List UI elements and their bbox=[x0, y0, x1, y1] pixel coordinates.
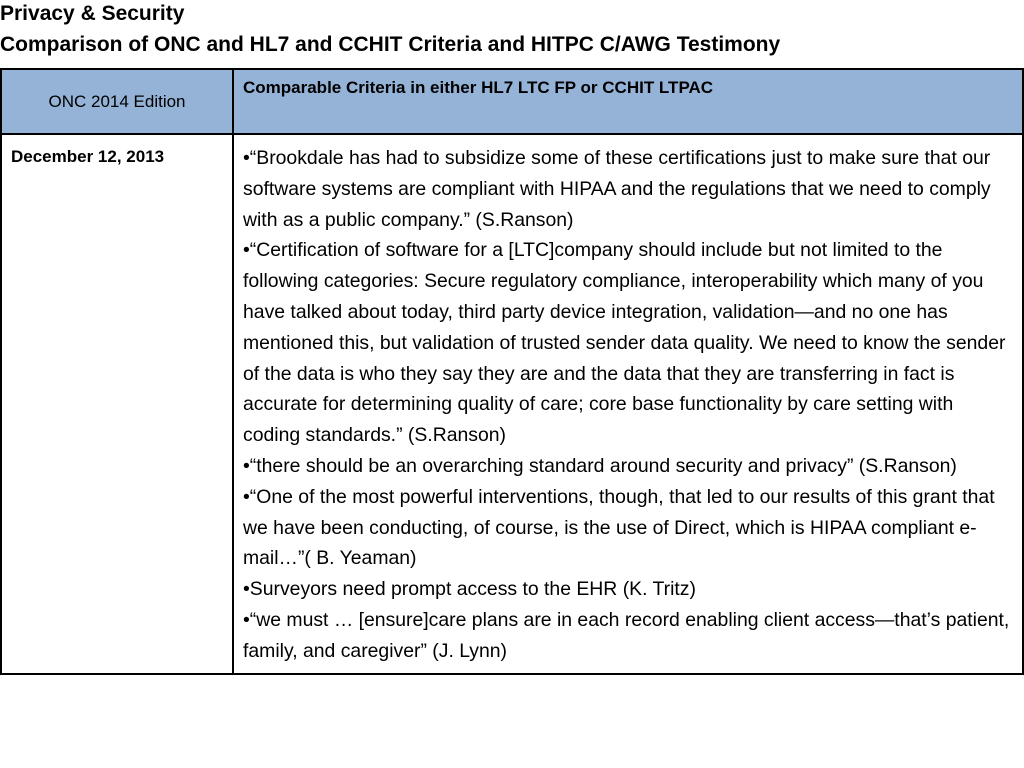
header-comparable-criteria: Comparable Criteria in either HL7 LTC FP or CCHIT LTPAC bbox=[233, 69, 1023, 134]
criteria-table bbox=[0, 68, 1024, 675]
bullet-icon: • bbox=[243, 578, 250, 601]
bullet-icon: • bbox=[243, 454, 250, 477]
bullet-icon: • bbox=[243, 608, 250, 631]
quotes-cell bbox=[233, 134, 1023, 674]
title-line-1: Privacy & Security bbox=[0, 2, 185, 25]
bullet-icon: • bbox=[243, 485, 250, 508]
quote-text: “One of the most powerful interventions, though, that led to our results of this grant that we have been conducting, of course, is the use of Direct, which is HIPAA compliant e-mail…”( B. Yeaman) bbox=[243, 485, 995, 570]
quotes-list bbox=[243, 143, 1014, 667]
quote-text: “there should be an overarching standard around security and privacy” (S.Ranson) bbox=[249, 454, 957, 477]
list-item bbox=[243, 143, 1014, 235]
quote-text: “we must … [ensure]care plans are in each record enabling client access—that’s patient, family, and caregiver” (J. Lynn) bbox=[243, 608, 1010, 662]
quote-text: “Certification of software for a [LTC]company should include but not limited to the following categories: Secure regulatory compliance, interoperability which many of you have talked about today, third party device integration, validation—and no one has mentioned this, but validation of trusted sender data quality. We need to know the sender of the data is who they say they are and the data that they are transferring in fact is accurate for determining quality of care; core base functionality by care setting with coding standards.” (S.Ranson) bbox=[243, 239, 1006, 447]
title-line-2: Comparison of ONC and HL7 and CCHIT Criteria and HITPC C/AWG Testimony bbox=[0, 33, 781, 56]
table-header-row bbox=[1, 69, 1023, 134]
list-item bbox=[243, 482, 1014, 574]
bullet-icon: • bbox=[243, 239, 250, 262]
quote-text: “Brookdale has had to subsidize some of these certifications just to make sure that our software systems are compliant with HIPAA and the regulations that we need to comply with as a public company.” (S.Ranson) bbox=[243, 147, 991, 231]
list-item bbox=[243, 574, 1014, 605]
header-onc-2014-edition: ONC 2014 Edition bbox=[1, 69, 233, 134]
list-item bbox=[243, 605, 1014, 667]
table-row bbox=[1, 134, 1023, 674]
bullet-icon: • bbox=[243, 147, 250, 169]
list-item bbox=[243, 235, 1014, 451]
list-item bbox=[243, 451, 1014, 482]
quote-text: Surveyors need prompt access to the EHR (K. Tritz) bbox=[249, 578, 696, 601]
date-cell: December 12, 2013 bbox=[1, 134, 233, 674]
